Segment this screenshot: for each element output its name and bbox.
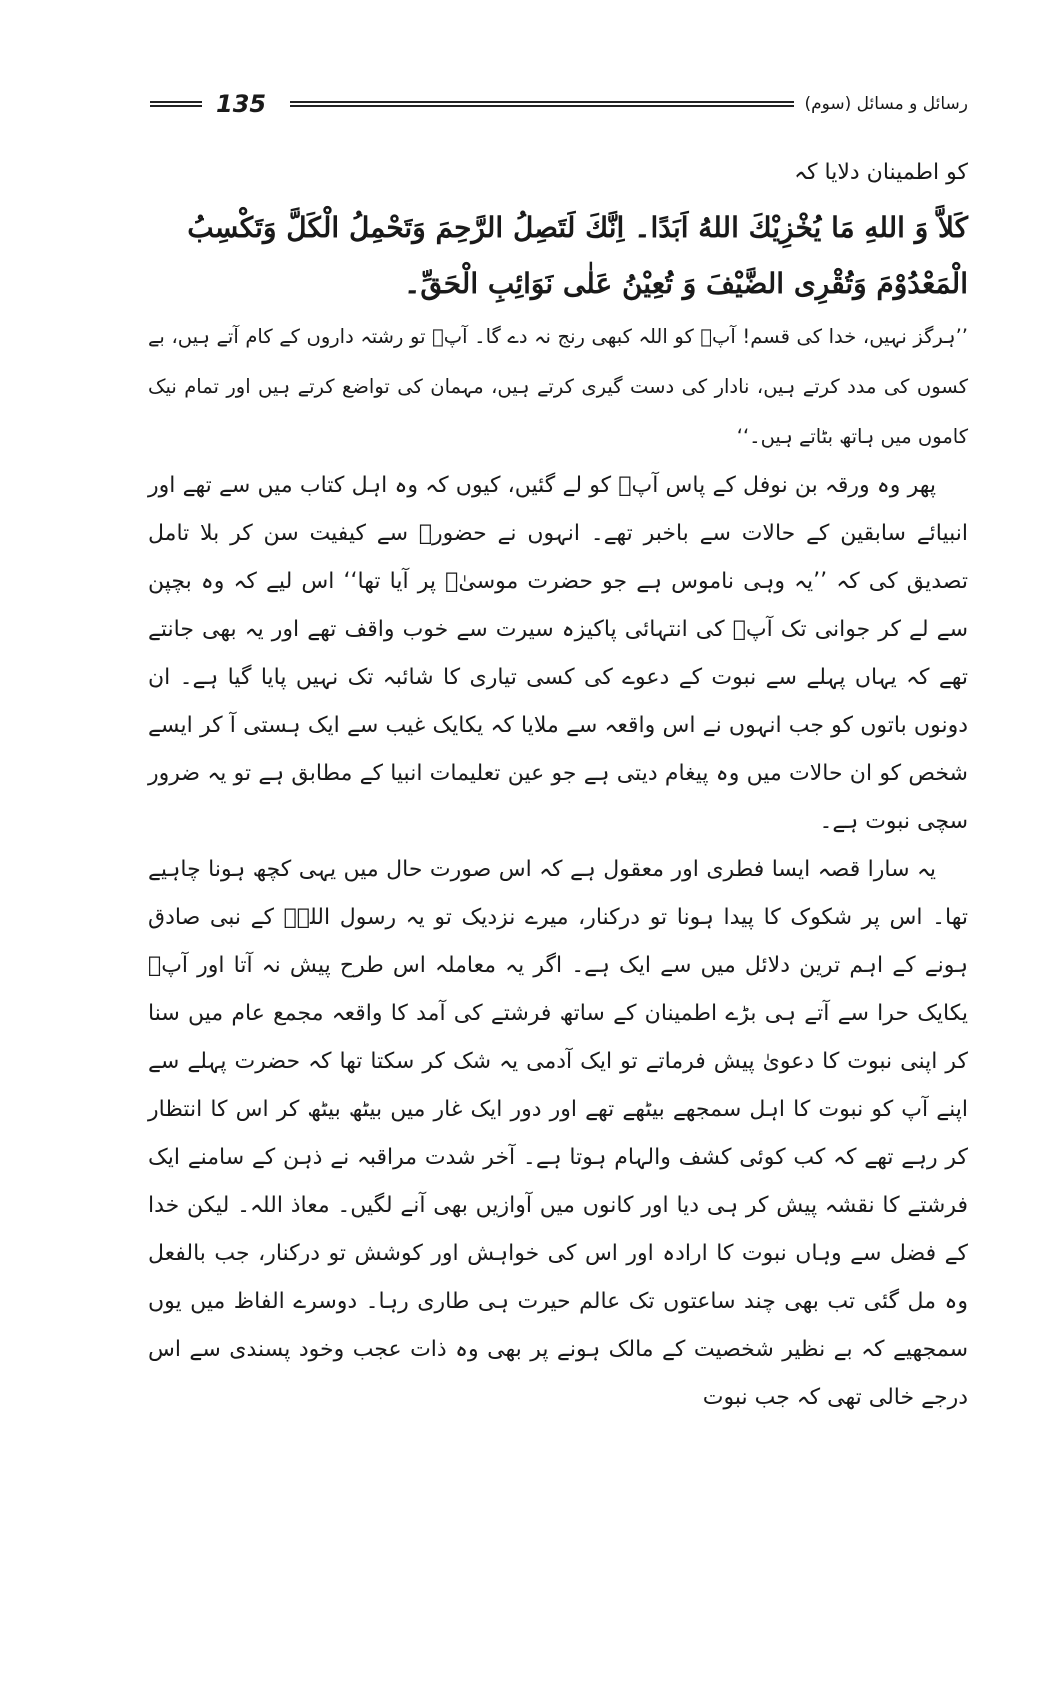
page-body bbox=[148, 150, 968, 1422]
paragraph-argument: یہ سارا قصہ ایسا فطری اور معقول ہے کہ اس صورت حال میں یہی کچھ ہونا چاہیے تھا۔ اس پر شکوک کا پیدا ہونا تو درکنار، میرے نزدیک تو یہ رسول اللہؐ کے نبی صادق ہونے کے اہم ترین دلائل میں سے ایک ہے۔ اگر یہ معاملہ اس طرح پیش نہ آتا اور آپؐ یکایک حرا سے آتے ہی بڑے اطمینان کے ساتھ فرشتے کی آمد کا واقعہ مجمع عام میں سنا کر اپنی نبوت کا دعویٰ پیش فرماتے تو ایک آدمی یہ شک کر سکتا تھا کہ حضرت پہلے سے اپنے آپ کو نبوت کا اہل سمجھے بیٹھے تھے اور دور ایک غار میں بیٹھ بیٹھ کر اس کا انتظار کر رہے تھے کہ کب کوئی کشف والہام ہوتا ہے۔ آخر شدت مراقبہ نے ذہن کے سامنے ایک فرشتے کا نقشہ پیش کر ہی دیا اور کانوں میں آوازیں بھی آنے لگیں۔ معاذ اللہ۔ لیکن خدا کے فضل سے وہاں نبوت کا ارادہ اور اس کی خواہش اور کوشش تو درکنار، جب بالفعل وہ مل گئی تب بھی چند ساعتوں تک عالم حیرت ہی طاری رہا۔ دوسرے الفاظ میں یوں سمجھیے کہ بے نظیر شخصیت کے مالک ہونے پر بھی وہ ذات عجب وخود پسندی سے اس درجے خالی تھی کہ جب نبوت bbox=[148, 857, 968, 1410]
paragraph-waraqa: پھر وہ ورقہ بن نوفل کے پاس آپؐ کو لے گئیں، کیوں کہ وہ اہل کتاب میں سے تھے اور انبیائے سابقین کے حالات سے باخبر تھے۔ انہوں نے حضورؐ سے کیفیت سن کر بلا تامل تصدیق کی کہ ’’یہ وہی ناموس ہے جو حضرت موسیٰؑ پر آیا تھا‘‘ اس لیے کہ وہ بچپن سے لے کر جوانی تک آپؐ کی انتہائی پاکیزہ سیرت سے خوب واقف تھے اور یہ بھی جانتے تھے کہ یہاں پہلے سے نبوت کے دعوے کی کسی تیاری کا شائبہ تک نہیں پایا گیا ہے۔ ان دونوں باتوں کو جب انہوں نے اس واقعہ سے ملایا کہ یکایک غیب سے ایک ہستی آ کر ایسے شخص کو ان حالات میں وہ پیغام دیتی ہے جو عین تعلیمات انبیا کے مطابق ہے تو یہ ضرور سچی نبوت ہے۔ bbox=[148, 473, 968, 834]
running-title: رسائل و مسائل (سوم) bbox=[804, 94, 968, 114]
intro-line: کو اطمینان دلایا کہ bbox=[794, 160, 968, 185]
translation-quote: ’’ہرگز نہیں، خدا کی قسم! آپؐ کو اللہ کبھی رنج نہ دے گا۔ آپؐ تو رشتہ داروں کے کام آتے ہیں، بے کسوں کی مدد کرتے ہیں، نادار کی دست گیری کرتے ہیں، مہمان کی تواضع کرتے ہیں اور تمام نیک کاموں میں ہاتھ بٹاتے ہیں۔‘‘ bbox=[148, 325, 968, 448]
header-rule-right bbox=[290, 101, 794, 107]
arabic-quotation: کَلاَّ وَ اللهِ مَا یُخْزِیْكَ اللهُ اَبَدًا۔ اِنَّكَ لَتَصِلُ الرَّحِمَ وَتَحْمِلُ الْكَلَّ وَتَكْسِبُ الْمَعْدُوْمَ وَتُقْرِی الضَّیْفَ وَ تُعِیْنُ عَلٰی نَوَائِبِ الْحَقِّ۔ bbox=[187, 211, 968, 300]
header-rule-left bbox=[150, 101, 202, 107]
page-number: 135 bbox=[216, 90, 267, 118]
page-header bbox=[150, 84, 968, 124]
